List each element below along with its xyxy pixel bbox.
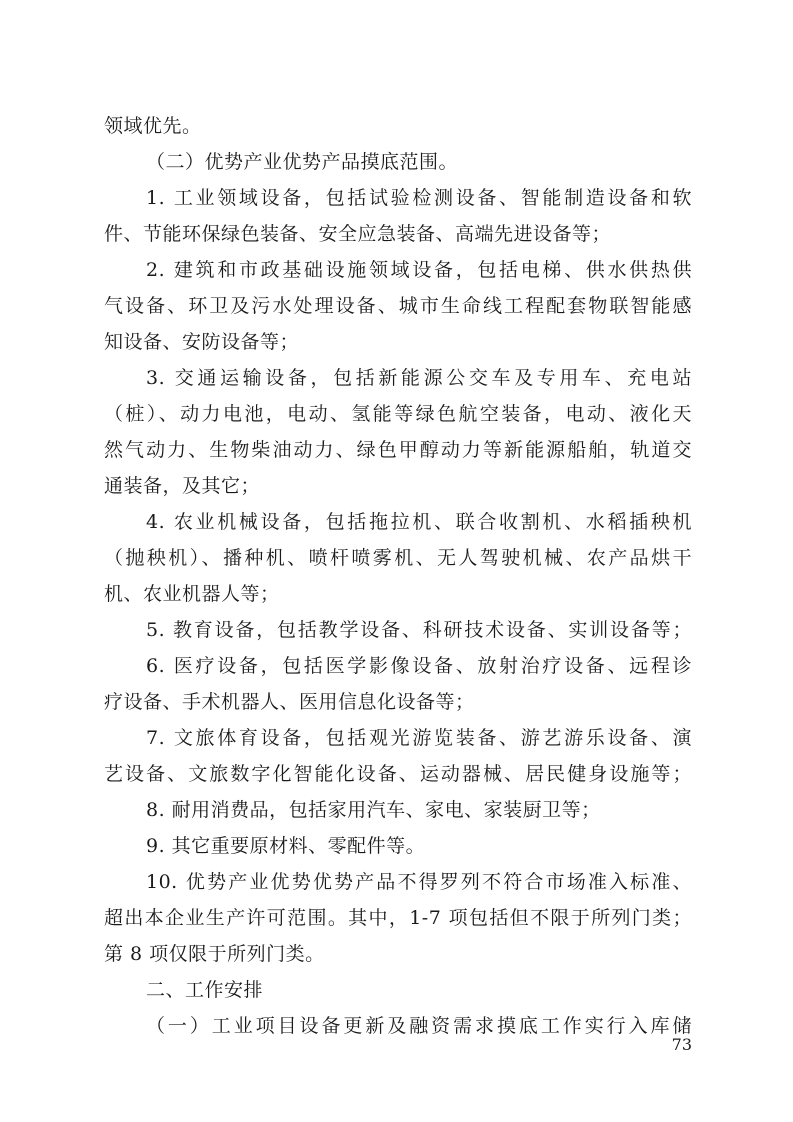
list-item-4-line-1: 4. 农业机械设备，包括拖拉机、联合收割机、水稻插秧机 bbox=[146, 511, 692, 533]
list-item-3-line-4: 通装备，及其它； bbox=[104, 475, 261, 497]
list-item-4-line-3: 机、农业机器人等； bbox=[104, 583, 280, 605]
list-item-2-line-2: 气设备、环卫及污水处理设备、城市生命线工程配套物联智能感 bbox=[104, 295, 692, 317]
list-item-2-line-3: 知设备、安防设备等； bbox=[104, 331, 300, 353]
list-item-10-line-2: 超出本企业生产许可范围。其中，1-7 项包括但不限于所列门类； bbox=[104, 907, 692, 929]
list-item-9: 9. 其它重要原材料、零配件等。 bbox=[146, 835, 426, 857]
list-item-7-line-1: 7. 文旅体育设备，包括观光游览装备、游艺游乐设备、演 bbox=[146, 727, 692, 749]
list-item-5: 5. 教育设备，包括教学设备、科研技术设备、实训设备等； bbox=[146, 619, 692, 641]
list-item-3-line-1: 3. 交通运输设备，包括新能源公交车及专用车、充电站 bbox=[146, 367, 692, 389]
section-heading-2: 二、工作安排 bbox=[146, 979, 264, 1001]
list-item-8: 8. 耐用消费品，包括家用汽车、家电、家装厨卫等； bbox=[146, 799, 601, 821]
page-number: 73 bbox=[671, 1035, 692, 1054]
list-item-10-line-3: 第 8 项仅限于所列门类。 bbox=[104, 943, 325, 965]
subsection-heading-line: （一）工业项目设备更新及融资需求摸底工作实行入库储 bbox=[146, 1015, 692, 1037]
text-line: 领域优先。 bbox=[104, 115, 202, 137]
list-item-2-line-1: 2. 建筑和市政基础设施领域设备，包括电梯、供水供热供 bbox=[146, 259, 692, 281]
list-item-6-line-1: 6. 医疗设备，包括医学影像设备、放射治疗设备、远程诊 bbox=[146, 655, 692, 677]
list-item-6-line-2: 疗设备、手术机器人、医用信息化设备等； bbox=[104, 691, 475, 713]
list-item-7-line-2: 艺设备、文旅数字化智能化设备、运动器械、居民健身设施等； bbox=[104, 763, 692, 785]
section-heading: （二）优势产业优势产品摸底范围。 bbox=[146, 151, 459, 173]
list-item-4-line-2: （抛秧机）、播种机、喷杆喷雾机、无人驾驶机械、农产品烘干 bbox=[104, 547, 692, 569]
list-item-1-line-2: 件、节能环保绿色装备、安全应急装备、高端先进设备等； bbox=[104, 223, 612, 245]
list-item-1-line-1: 1. 工业领域设备，包括试验检测设备、智能制造设备和软 bbox=[146, 187, 692, 209]
body-text bbox=[104, 108, 692, 1044]
list-item-10-line-1: 10. 优势产业优势优势产品不得罗列不符合市场准入标准、 bbox=[146, 871, 692, 893]
list-item-3-line-2: （桩）、动力电池，电动、氢能等绿色航空装备，电动、液化天 bbox=[104, 403, 692, 425]
list-item-3-line-3: 然气动力、生物柴油动力、绿色甲醇动力等新能源船舶，轨道交 bbox=[104, 439, 692, 461]
